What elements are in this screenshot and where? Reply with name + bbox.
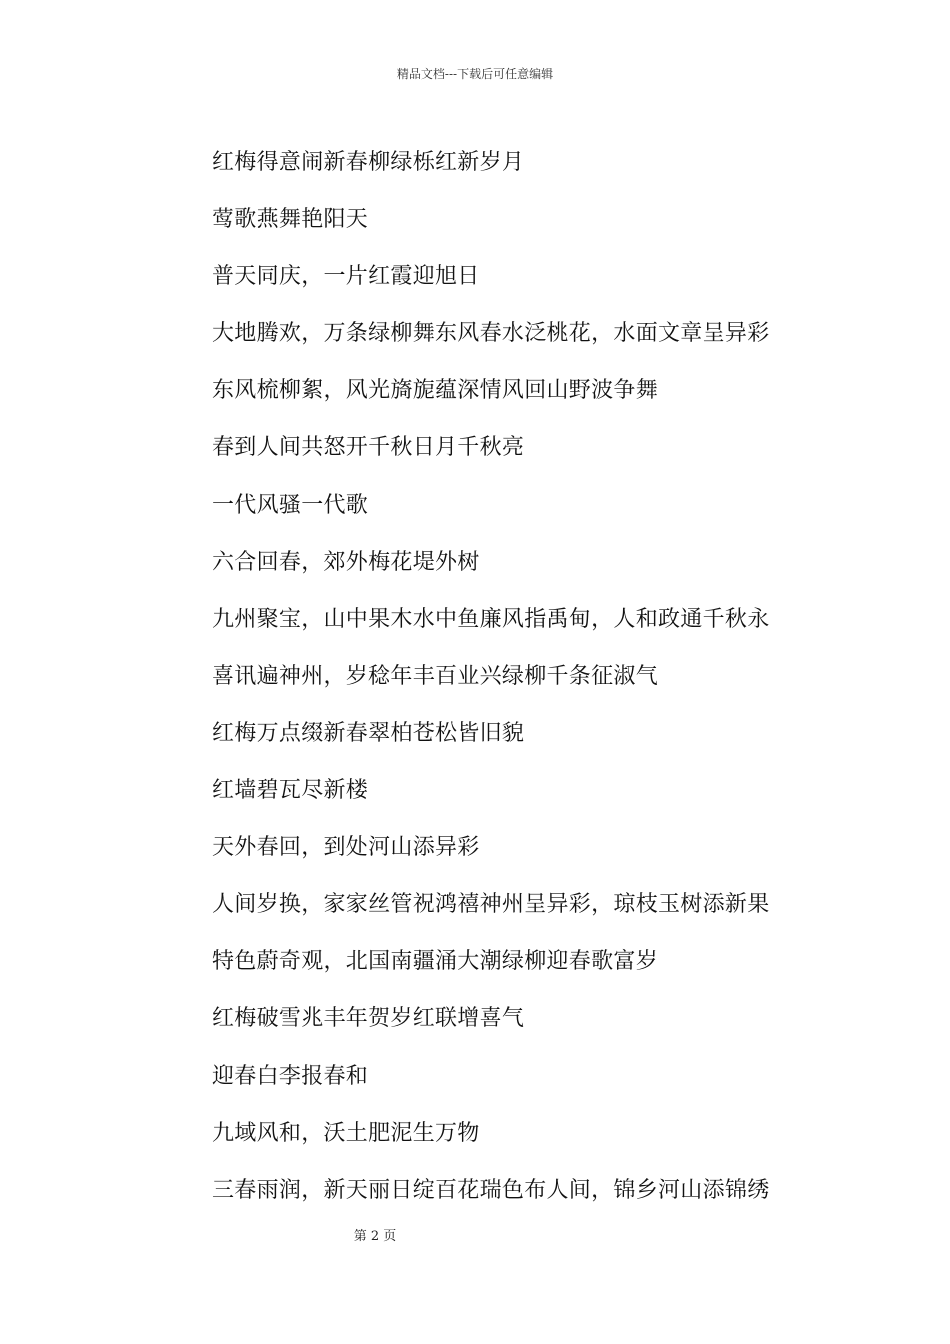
text-line: 天外春回，到处河山添异彩 [212,835,480,861]
text-line: 一代风骚一代歌 [212,492,369,518]
text-line: 春到人间共怒开千秋日月千秋亮 [212,435,525,461]
text-line: 莺歌燕舞艳阳天 [212,207,369,233]
text-line: 九州聚宝，山中果木水中鱼廉风指禹甸，人和政通千秋永 [212,606,770,632]
page-header: 精品文档---下载后可任意编辑 [396,67,554,81]
text-line: 红墙碧瓦尽新楼 [212,778,369,804]
text-line: 红梅得意闹新春柳绿栎红新岁月 [212,150,525,175]
text-line: 六合回春，郊外梅花堤外树 [212,549,480,575]
text-line: 三春雨润，新天丽日绽百花瑞色布人间，锦乡河山添锦绣 [212,1177,770,1203]
text-line: 九域风和，沃土肥泥生万物 [212,1120,480,1146]
text-line: 人间岁换，家家丝管祝鸿禧神州呈异彩，琼枝玉树添新果 [212,892,770,918]
text-line: 红梅万点缀新春翠柏苍松皆旧貌 [212,720,525,746]
text-line: 特色蔚奇观，北国南疆涌大潮绿柳迎春歌富岁 [212,949,659,975]
page-number: 第 2 页 [353,1229,397,1244]
text-line: 大地腾欢，万条绿柳舞东风春水泛桃花，水面文章呈异彩 [212,321,770,347]
text-line: 红梅破雪兆丰年贺岁红联增喜气 [212,1006,525,1032]
text-line: 普天同庆，一片红霞迎旭日 [212,264,480,290]
text-line: 迎春白李报春和 [212,1063,369,1089]
text-line: 喜讯遍神州，岁稔年丰百业兴绿柳千条征淑气 [212,663,659,689]
document-body [212,134,812,1219]
text-line: 东风梳柳絮，风光旖旎蕴深情风回山野波争舞 [212,378,659,404]
